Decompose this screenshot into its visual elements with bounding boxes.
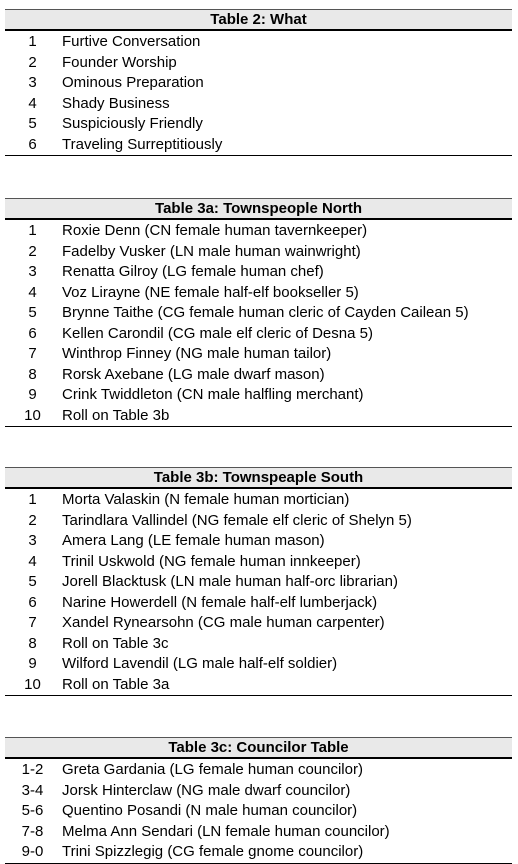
- table-row: [5, 324, 512, 345]
- table-row: [5, 634, 512, 655]
- roll-number: 5: [28, 573, 37, 590]
- table-row: [5, 344, 512, 365]
- table-spacer: [5, 156, 512, 198]
- table-body: [5, 489, 512, 696]
- roll-number: 3: [28, 263, 37, 280]
- row-entry: Winthrop Finney (NG male human tailor): [62, 345, 332, 362]
- row-entry: Trinil Uskwold (NG female human innkeeper): [62, 552, 361, 570]
- row-entry: Roll on Table 3c: [62, 634, 169, 652]
- roll-number: 8: [28, 634, 37, 652]
- table-title: Table 3a: Townspeople North: [5, 198, 512, 220]
- row-entry: Renatta Gilroy (LG female human chef): [62, 263, 324, 280]
- row-entry: Brynne Taithe (CG female human cleric of Cayden Cailean 5): [62, 304, 469, 321]
- row-entry: Jorsk Hinterclaw (NG male dwarf councilor): [62, 781, 351, 799]
- roll-number: 9-0: [21, 843, 44, 860]
- roll-number: 5-6: [21, 802, 44, 819]
- roll-number: 9: [28, 386, 37, 403]
- row-entry: Melma Ann Sendari (LN female human councilor): [62, 822, 390, 840]
- document-page: [5, 9, 512, 864]
- roll-number: 4: [28, 94, 37, 112]
- table-row: [5, 593, 512, 614]
- roll-number: 5: [28, 115, 37, 132]
- table-spacer: [5, 696, 512, 737]
- row-entry: Furtive Conversation: [62, 33, 201, 50]
- roll-number: 8: [28, 365, 37, 383]
- table-row: [5, 675, 512, 696]
- row-entry: Voz Lirayne (NE female half-elf bookseller 5): [62, 283, 359, 301]
- table-row: [5, 242, 512, 263]
- roll-number: 2: [28, 242, 37, 260]
- row-entry: Founder Worship: [62, 53, 177, 71]
- table-townspeople-south: [5, 467, 512, 696]
- table-row: [5, 760, 512, 781]
- roll-number: 1: [28, 222, 37, 239]
- row-entry: Ominous Preparation: [62, 74, 204, 91]
- roll-number: 10: [24, 406, 41, 424]
- roll-number: 4: [28, 283, 37, 301]
- table-row: [5, 801, 512, 822]
- row-entry: Narine Howerdell (N female half-elf lumberjack): [62, 593, 378, 611]
- row-entry: Wilford Lavendil (LG male half-elf soldier): [62, 655, 338, 672]
- roll-number: 2: [28, 511, 37, 529]
- table-row: [5, 572, 512, 593]
- roll-number: 9: [28, 655, 37, 672]
- roll-number: 6: [28, 324, 37, 342]
- roll-number: 7: [28, 614, 37, 631]
- row-entry: Traveling Surreptitiously: [62, 135, 223, 153]
- roll-number: 3-4: [21, 781, 44, 799]
- row-entry: Roxie Denn (CN female human tavernkeeper): [62, 222, 368, 239]
- row-entry: Roll on Table 3a: [62, 675, 170, 693]
- table-row: [5, 406, 512, 427]
- row-entry: Quentino Posandi (N male human councilor): [62, 802, 358, 819]
- table-row: [5, 53, 512, 74]
- table-row: [5, 262, 512, 283]
- roll-number: 1: [28, 33, 37, 50]
- row-entry: Jorell Blacktusk (LN male human half-orc librarian): [62, 573, 398, 590]
- row-entry: Suspiciously Friendly: [62, 115, 203, 132]
- table-body: [5, 31, 512, 156]
- roll-number: 3: [28, 532, 37, 549]
- table-row: [5, 842, 512, 863]
- roll-number: 5: [28, 304, 37, 321]
- table-body: [5, 759, 512, 864]
- row-entry: Fadelby Vusker (LN male human wainwright): [62, 242, 361, 260]
- table-row: [5, 303, 512, 324]
- table-townspeople-north: [5, 198, 512, 427]
- row-entry: Morta Valaskin (N female human mortician): [62, 491, 350, 508]
- table-row: [5, 822, 512, 843]
- roll-number: 1-2: [21, 761, 44, 778]
- roll-number: 10: [24, 675, 41, 693]
- row-entry: Roll on Table 3b: [62, 406, 170, 424]
- table-row: [5, 365, 512, 386]
- table-councilor: [5, 737, 512, 864]
- row-entry: Greta Gardania (LG female human councilor): [62, 761, 363, 778]
- roll-number: 2: [28, 53, 37, 71]
- table-title: Table 2: What: [5, 9, 512, 31]
- row-entry: Shady Business: [62, 94, 170, 112]
- roll-number: 1: [28, 491, 37, 508]
- table-row: [5, 283, 512, 304]
- roll-number: 6: [28, 593, 37, 611]
- table-row: [5, 781, 512, 802]
- table-row: [5, 531, 512, 552]
- table-row: [5, 221, 512, 242]
- roll-number: 7: [28, 345, 37, 362]
- table-row: [5, 654, 512, 675]
- table-body: [5, 220, 512, 427]
- table-title: Table 3b: Townspeaple South: [5, 467, 512, 489]
- roll-number: 7-8: [21, 822, 44, 840]
- roll-number: 4: [28, 552, 37, 570]
- row-entry: Xandel Rynearsohn (CG male human carpenter): [62, 614, 385, 631]
- table-row: [5, 73, 512, 94]
- row-entry: Kellen Carondil (CG male elf cleric of Desna 5): [62, 324, 373, 342]
- table-row: [5, 94, 512, 115]
- table-spacer: [5, 427, 512, 467]
- table-row: [5, 613, 512, 634]
- row-entry: Trini Spizzlegig (CG female gnome councilor): [62, 843, 364, 860]
- table-row: [5, 552, 512, 573]
- table-what: [5, 9, 512, 156]
- roll-number: 3: [28, 74, 37, 91]
- table-title: Table 3c: Councilor Table: [5, 737, 512, 759]
- table-row: [5, 114, 512, 135]
- table-row: [5, 32, 512, 53]
- table-row: [5, 385, 512, 406]
- row-entry: Rorsk Axebane (LG male dwarf mason): [62, 365, 325, 383]
- row-entry: Crink Twiddleton (CN male halfling merchant): [62, 386, 364, 403]
- row-entry: Tarindlara Vallindel (NG female elf cleric of Shelyn 5): [62, 511, 412, 529]
- roll-number: 6: [28, 135, 37, 153]
- table-row: [5, 135, 512, 156]
- table-row: [5, 511, 512, 532]
- table-row: [5, 490, 512, 511]
- row-entry: Amera Lang (LE female human mason): [62, 532, 325, 549]
